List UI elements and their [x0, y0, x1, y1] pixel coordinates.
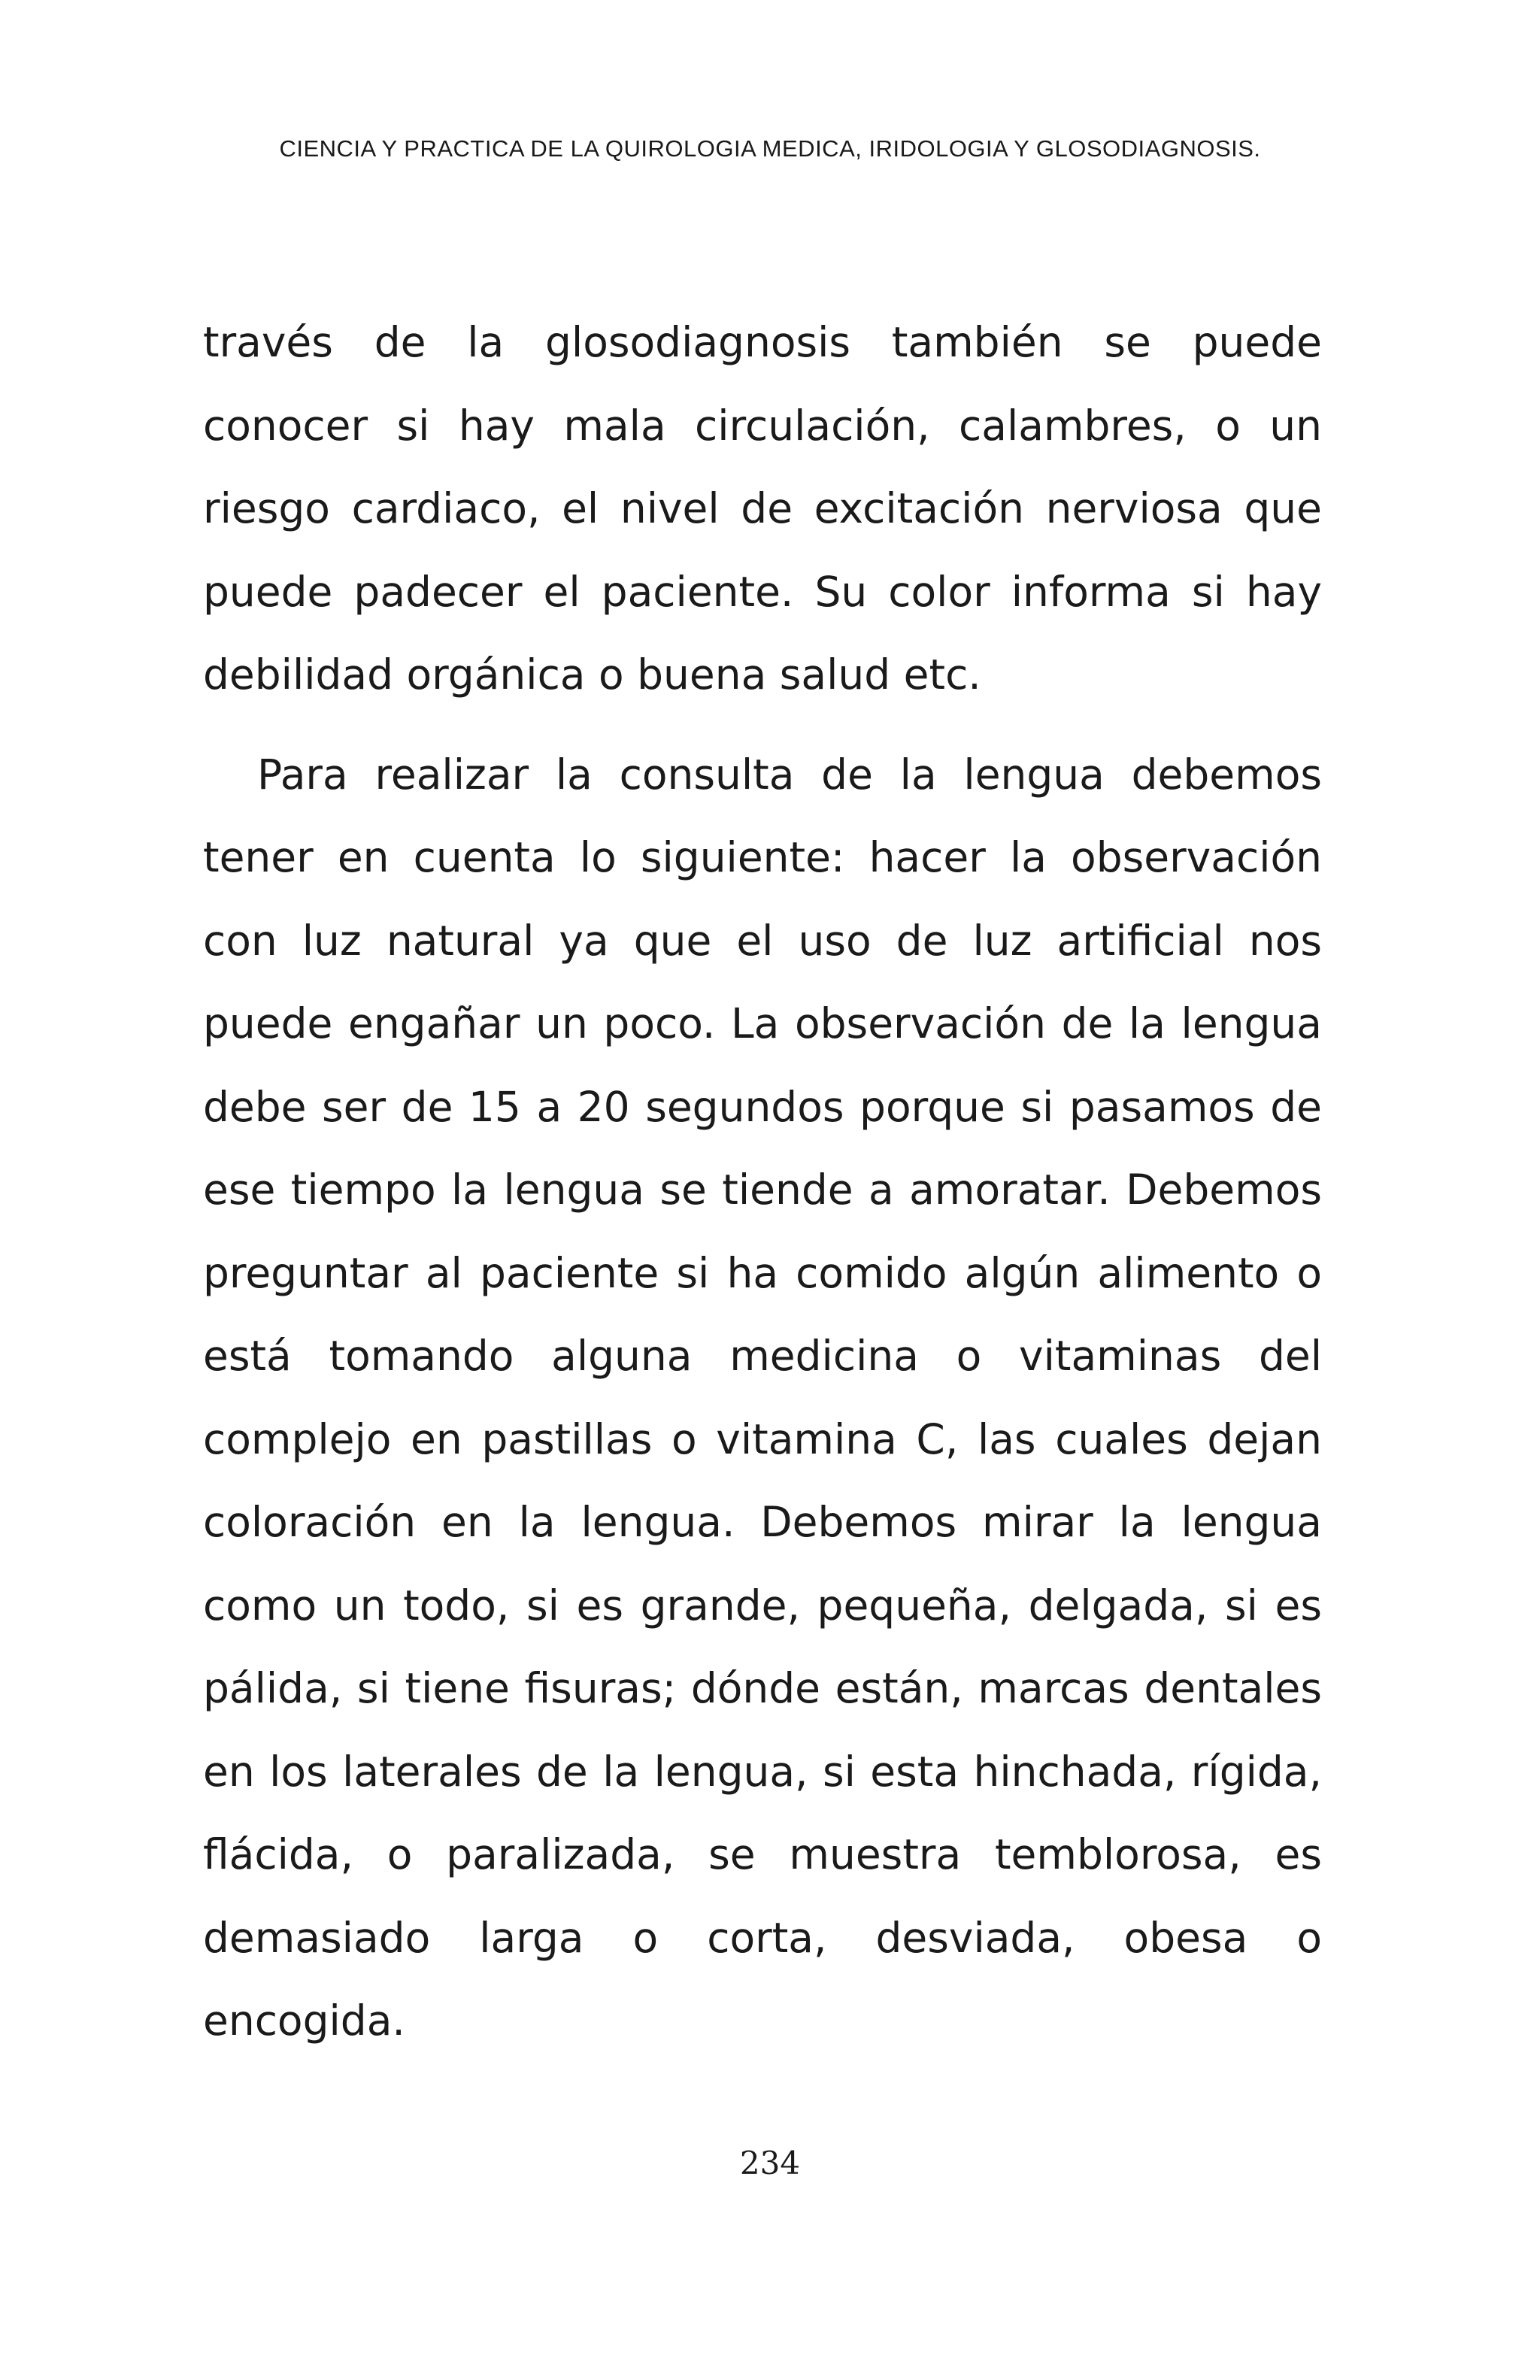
- running-header: CIENCIA Y PRACTICA DE LA QUIROLOGIA MEDICA, IRIDOLOGIA Y GLOSODIAGNOSIS.: [279, 135, 1261, 162]
- body-text: [203, 301, 1322, 2063]
- paragraph-1: través de la glosodiagnosis también se puede conocer si hay mala circulación, calambres, o un riesgo cardiaco, el nivel de excitación nerviosa que puede padecer el paciente. Su color informa si hay debilidad orgánica o buena salud etc.: [203, 318, 1322, 699]
- paragraph-2: Para realizar la consulta de la lengua debemos tener en cuenta lo siguiente: hacer la observación con luz natural ya que el uso de luz artificial nos puede engañar un poco. La observación de la lengua debe ser de 15 a 20 segundos porque si pasamos de ese tiempo la lengua se tiende a amoratar. Debemos preguntar al paciente si ha comido algún alimento o está tomando alguna medicina o vitaminas del complejo en pastillas o vitamina C, las cuales dejan coloración en la lengua. Debemos mirar la lengua como un todo, si es grande, pequeña, delgada, si es pálida, si tiene fisuras; dónde están, marcas dentales en los laterales de la lengua, si esta hinchada, rígida, flácida, o paralizada, se muestra temblorosa, es demasiado larga o corta, desviada, obesa o encogida.: [203, 750, 1322, 2045]
- page-number: 234: [739, 2145, 801, 2181]
